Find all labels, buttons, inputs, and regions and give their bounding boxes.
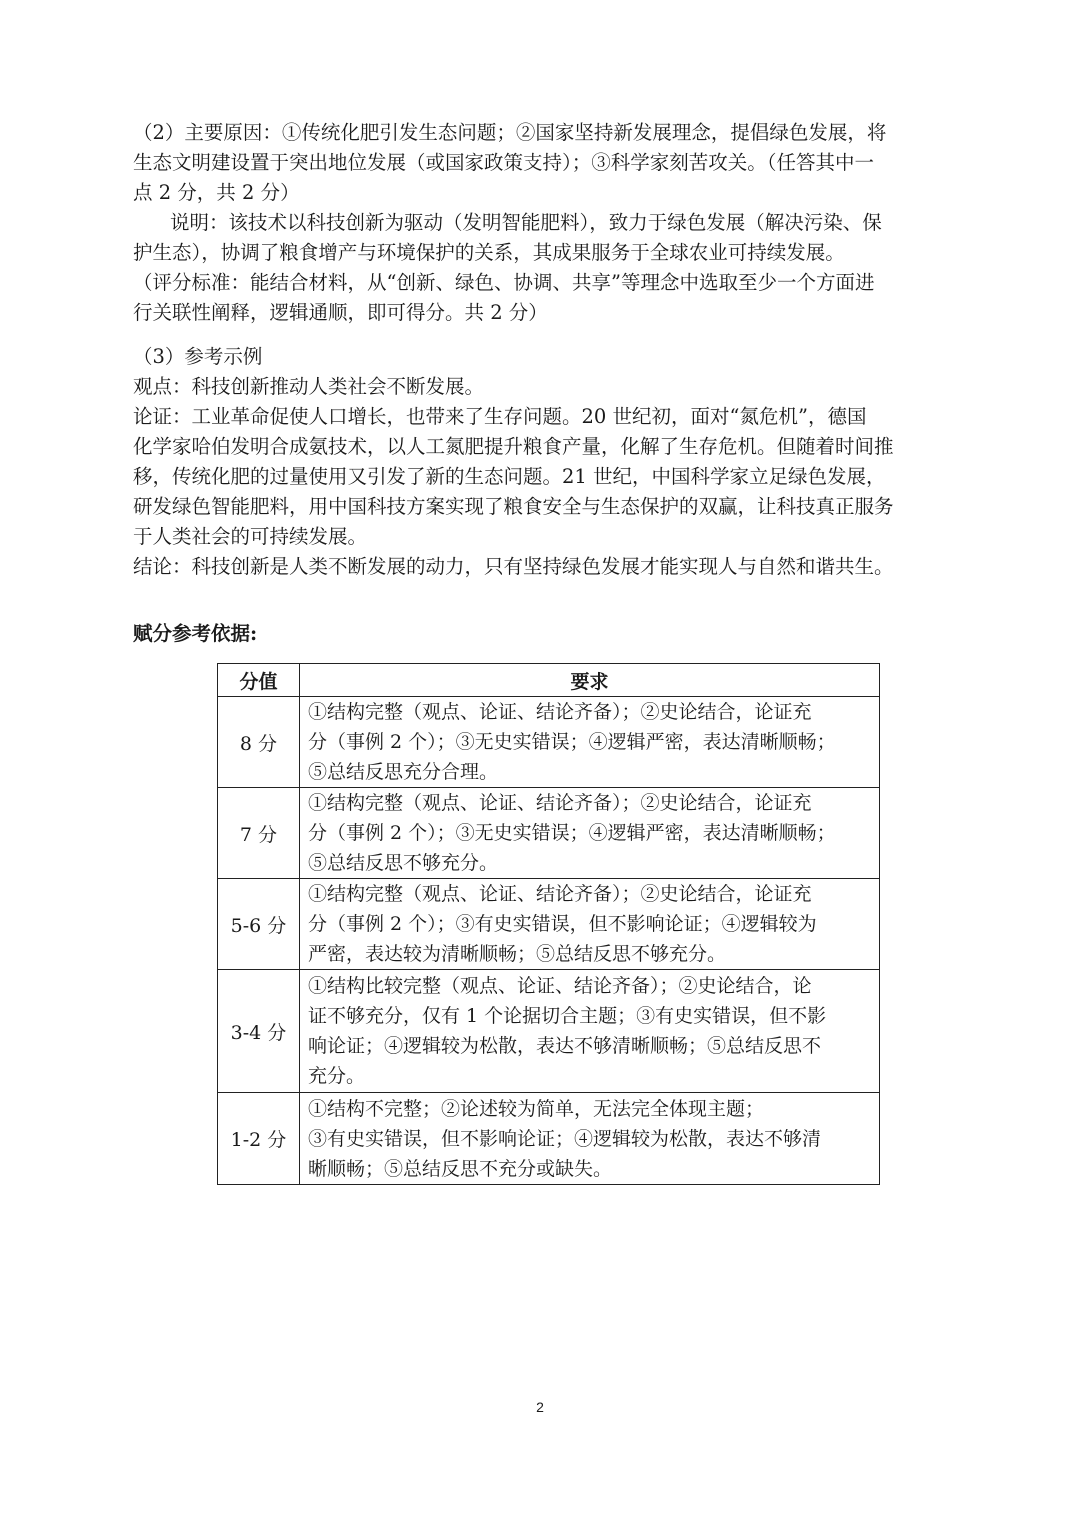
score-cell: 1-2 分 [218, 1093, 300, 1185]
page-number: 2 [536, 1399, 544, 1415]
table-row [218, 879, 880, 970]
argument-line-4: 研发绿色智能肥料，用中国科技方案实现了粮食安全与生态保护的双赢，让科技真正服务 [133, 495, 894, 518]
requirement-line: 响论证；④逻辑较为松散，表达不够清晰顺畅；⑤总结反思不 [308, 1035, 822, 1057]
requirement-cell [300, 1093, 880, 1185]
explain-line-2: 护生态），协调了粮食增产与环境保护的关系，其成果服务于全球农业可持续发展。 [133, 241, 845, 264]
requirement-line: ③有史实错误，但不影响论证；④逻辑较为松散，表达不够清 [308, 1127, 822, 1150]
requirement-line: ①结构完整（观点、论证、结论齐备）；②史论结合，论证充 [308, 883, 812, 905]
criteria-line-2: 行关联性阐释，逻辑通顺，即可得分。共 2 分） [133, 301, 548, 324]
requirement-line: ⑤总结反思不够充分。 [308, 852, 499, 874]
score-cell: 5-6 分 [218, 879, 300, 970]
rubric-heading: 赋分参考依据: [133, 622, 258, 645]
section2-line-1: （2）主要原因：①传统化肥引发生态问题；②国家坚持新发展理念，提倡绿色发展，将 [133, 121, 887, 144]
requirement-cell [300, 970, 880, 1093]
requirement-cell [300, 879, 880, 970]
explain-line-1: 说明：该技术以科技创新为驱动（发明智能肥料），致力于绿色发展（解决污染、保 [170, 211, 882, 234]
col-score-header: 分值 [218, 664, 300, 697]
requirement-cell [300, 788, 880, 879]
requirement-line: 分（事例 2 个）；③有史实错误，但不影响论证；④逻辑较为 [308, 913, 817, 935]
score-cell: 8 分 [218, 697, 300, 788]
viewpoint-line: 观点：科技创新推动人类社会不断发展。 [133, 375, 485, 398]
argument-line-5: 于人类社会的可持续发展。 [133, 525, 368, 548]
table-row [218, 970, 880, 1093]
section3-title: （3）参考示例 [133, 345, 263, 368]
criteria-line-1: （评分标准：能结合材料，从“创新、绿色、协调、共享”等理念中选取至少一个方面进 [133, 271, 875, 294]
argument-line-3: 移，传统化肥的过量使用又引发了新的生态问题。21 世纪，中国科学家立足绿色发展， [133, 465, 886, 488]
requirement-cell [300, 697, 880, 788]
argument-line-2: 化学家哈伯发明合成氨技术，以人工氮肥提升粮食产量，化解了生存危机。但随着时间推 [133, 435, 894, 458]
requirement-line: 分（事例 2 个）；③无史实错误；④逻辑严密，表达清晰顺畅； [308, 731, 836, 753]
col-req-header: 要求 [300, 664, 880, 697]
requirement-line: 分（事例 2 个）；③无史实错误；④逻辑严密，表达清晰顺畅； [308, 822, 836, 844]
rubric-header-row [218, 664, 880, 697]
requirement-line: ①结构完整（观点、论证、结论齐备）；②史论结合，论证充 [308, 792, 812, 814]
requirement-line: ①结构比较完整（观点、论证、结论齐备）；②史论结合，论 [308, 975, 812, 997]
requirement-line: 证不够充分，仅有 1 个论据切合主题；③有史实错误，但不影 [308, 1005, 827, 1027]
section2-line-2: 生态文明建设置于突出地位发展（或国家政策支持）；③科学家刻苦攻关。（任答其中一 [133, 151, 875, 174]
requirement-line: 严密，表达较为清晰顺畅；⑤总结反思不够充分。 [308, 943, 727, 965]
score-cell: 7 分 [218, 788, 300, 879]
score-cell: 3-4 分 [218, 970, 300, 1093]
table-row [218, 1093, 880, 1185]
requirement-line: ①结构不完整；②论述较为简单，无法完全体现主题； [308, 1097, 765, 1120]
requirement-line: 晰顺畅；⑤总结反思不充分或缺失。 [308, 1157, 613, 1180]
requirement-line: 充分。 [308, 1065, 366, 1087]
conclusion-line: 结论：科技创新是人类不断发展的动力，只有坚持绿色发展才能实现人与自然和谐共生。 [133, 555, 894, 578]
argument-line-1: 论证：工业革命促使人口增长，也带来了生存问题。20 世纪初，面对“氮危机”，德国 [133, 405, 867, 428]
requirement-line: ⑤总结反思充分合理。 [308, 761, 499, 783]
rubric-table [217, 663, 880, 1185]
table-row [218, 788, 880, 879]
table-row [218, 697, 880, 788]
section2-line-3: 点 2 分，共 2 分） [133, 181, 300, 204]
requirement-line: ①结构完整（观点、论证、结论齐备）；②史论结合，论证充 [308, 701, 812, 723]
